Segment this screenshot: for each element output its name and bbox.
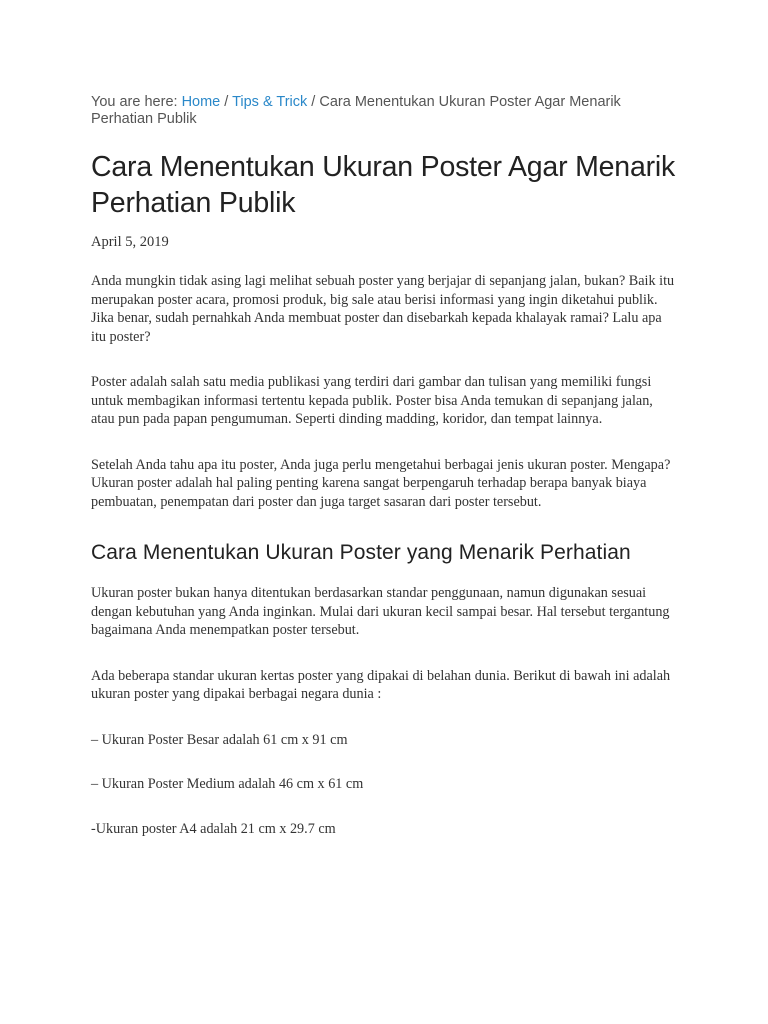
article-paragraph: Setelah Anda tahu apa itu poster, Anda juga perlu mengetahui berbagai jenis ukuran poster. Mengapa? Ukuran poster adalah hal paling penting karena sangat berpengaruh terhadap berapa banyak biaya pembuatan, penempatan dari poster dan juga target sasaran dari poster tersebut. [91, 456, 671, 510]
poster-size-item: – Ukuran Poster Besar adalah 61 cm x 91 cm [91, 731, 348, 748]
breadcrumb [91, 94, 676, 128]
breadcrumb-prefix: You are here: [91, 94, 182, 110]
section-heading: Cara Menentukan Ukuran Poster yang Menarik Perhatian [91, 541, 631, 564]
article-paragraph: Anda mungkin tidak asing lagi melihat sebuah poster yang berjajar di sepanjang jalan, bukan? Baik itu merupakan poster acara, promosi produk, big sale atau berisi informasi yang ingin diketahui publik. Jika benar, sudah pernahkah Anda membuat poster dan disebarkah kepada khalayak ramai? Lalu apa itu poster? [91, 273, 675, 345]
article-paragraph: Poster adalah salah satu media publikasi yang terdiri dari gambar dan tulisan yang memiliki fungsi untuk membagikan informasi tertentu kepada publik. Poster bisa Anda temukan di sepanjang jalan, atau pun pada papan pengumuman. Seperti dinding madding, koridor, dan tempat lainnya. [91, 374, 653, 427]
article-paragraph: Ada beberapa standar ukuran kertas poster yang dipakai di belahan dunia. Berikut di bawah ini adalah ukuran poster yang dipakai berbagai negara dunia : [91, 667, 671, 702]
breadcrumb-category-link[interactable]: Tips & Trick [232, 94, 308, 110]
breadcrumb-current: Cara Menentukan Ukuran Poster Agar Menarik Perhatian Publik [91, 94, 621, 127]
poster-size-item: -Ukuran poster A4 adalah 21 cm x 29.7 cm [91, 820, 336, 837]
page-title: Cara Menentukan Ukuran Poster Agar Menarik Perhatian Publik [91, 151, 676, 219]
post-date: April 5, 2019 [91, 234, 169, 250]
poster-size-item: – Ukuran Poster Medium adalah 46 cm x 61 cm [91, 776, 364, 792]
breadcrumb-separator: / [307, 94, 320, 110]
breadcrumb-separator: / [220, 94, 233, 110]
breadcrumb-home-link[interactable]: Home [181, 94, 221, 110]
article-paragraph: Ukuran poster bukan hanya ditentukan berdasarkan standar penggunaan, namun digunakan sesuai dengan kebutuhan yang Anda inginkan. Mulai dari ukuran kecil sampai besar. Hal tersebut tergantung bagaimana Anda menempatkan poster tersebut. [91, 585, 670, 638]
